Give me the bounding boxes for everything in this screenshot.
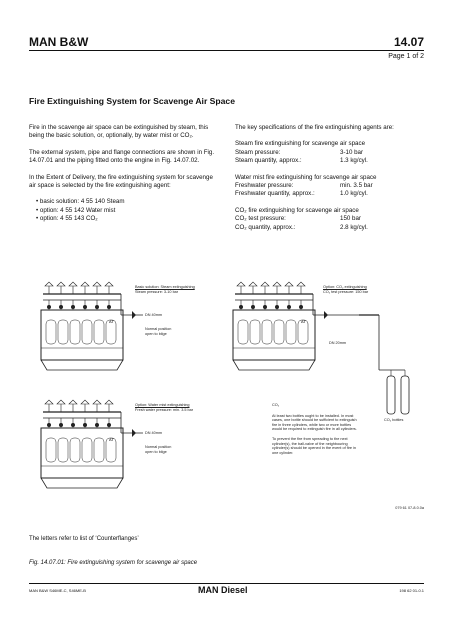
label-line: At least two bottles ought to be installed. In most cases, one bottle should be sufficient to extinguish fire in three cylinders, while two or more bottles would be required to extinguish fire in all cylinders. (272, 413, 357, 432)
label-line: Normal position (145, 445, 172, 449)
water-spec-title: Water mist fire extinguishing for scavenge air space (235, 173, 377, 181)
dn40-label: DN 40mm (145, 431, 163, 435)
drawing-number: 079 61 07-8.0.0a (395, 506, 424, 510)
water-quantity-row (235, 190, 430, 198)
fire-system-diagram (29, 280, 424, 518)
spec-value: 2.8 kg/cyl. (340, 223, 368, 231)
label-line: CO₂ test pressure: 150 bar (323, 289, 369, 294)
dn20-label: DN 20mm (329, 341, 347, 345)
label-line: Basic solution: Steam extinguishing (135, 285, 195, 289)
brand-header: MAN B&W (29, 35, 89, 49)
spec-value: min. 3.5 bar (340, 182, 373, 190)
label-line: Fresh water pressure: min. 3.5 bar (135, 407, 194, 412)
footer-brand: MAN Diesel (198, 585, 248, 595)
label-line: open to bilge (145, 449, 167, 454)
spec-intro: The key specifications of the fire extinguishing agents are: (235, 124, 394, 131)
normal-position-label (145, 327, 171, 336)
normal-position-label (145, 445, 171, 454)
basic-solution-label (135, 285, 195, 294)
co2-spec-title: CO₂ fire extinguishing for scavenge air space (235, 206, 359, 214)
section-number: 14.07 (393, 35, 424, 49)
spec-label: Freshwater quantity, approx.: (235, 190, 315, 198)
left-column (29, 124, 219, 224)
document-number: 198 62 01-0.1 (399, 588, 424, 593)
header-rule (29, 50, 424, 51)
list-item: • basic solution: 4 55 140 Steam (36, 198, 125, 206)
steam-pressure-row (235, 149, 430, 157)
spec-value: 1.3 kg/cyl. (340, 157, 368, 165)
footer-rule (29, 583, 424, 584)
page-title: Fire Extinguishing System for Scavenge Air Space (29, 96, 235, 106)
co2-note (272, 403, 362, 455)
spec-label: CO₂ quantity, approx.: (235, 223, 296, 231)
paragraph-delivery: In the Extent of Delivery, the fire extinguishing system for scavenge air space is selected by the fire extinguishing agent: (29, 173, 213, 190)
label-line: open to bilge (145, 331, 167, 336)
spec-label: CO₂ test pressure: (235, 215, 286, 223)
co2-bottles-label: CO₂ bottles (384, 418, 404, 422)
agent-list (29, 198, 219, 223)
co2-quantity-row (235, 224, 430, 232)
spec-label: Freshwater pressure: (235, 182, 294, 190)
co2-bottle-icon (387, 376, 395, 414)
steam-spec-title: Steam fire extinguishing for scavenge air space (235, 140, 366, 148)
paragraph-external: The external system, pipe and flange connections are shown in Fig. 14.07.01 and the piping fitted onto the engine in Fig. 14.07.02. (29, 148, 215, 165)
label-line: Normal position (145, 327, 172, 331)
figure-caption: Fig. 14.07.01: Fire extinguishing system for scavenge air space (29, 560, 198, 566)
counterflange-note: The letters refer to list of ‘Counterflanges’ (29, 536, 139, 542)
co2-bottle-icon (401, 376, 409, 414)
connection-letter: AT (301, 319, 306, 324)
spec-value: 3-10 bar (340, 148, 364, 156)
spec-value: 1.0 kg/cyl. (340, 190, 368, 198)
co2-pressure-row (235, 215, 430, 223)
connection-letter: AT (109, 319, 114, 324)
right-column (235, 124, 430, 232)
engine-models: MAN B&W S46ME-C, S46ME-B (29, 588, 86, 593)
dn40-label: DN 40mm (145, 313, 163, 317)
list-item: • option: 4 55 142 Water mist (36, 206, 116, 214)
water-mist-label (135, 403, 193, 412)
label-line: CO₂ (272, 403, 280, 407)
label-line: To prevent the fire from spreading to the next cylinder(s), the ball-valve of the neighbouring cylinder(s) should be opened in the event of fire in one cylinder. (272, 436, 357, 455)
co2-option-label (323, 285, 368, 294)
paragraph-intro: Fire in the scavenge air space can be extinguished by steam, this being the basic solution, or, optionally, by water mist or CO₂. (29, 124, 209, 140)
list-item: • option: 4 55 143 CO₂ (36, 215, 98, 223)
label-line: Steam pressure: 3-10 bar (135, 289, 179, 294)
label-line: Option: CO₂ extinguishing (323, 285, 367, 289)
spec-value: 150 bar (340, 215, 361, 223)
water-pressure-row (235, 182, 430, 190)
page-indicator: Page 1 of 2 (388, 53, 424, 60)
label-line: Option: Water mist extinguishing (135, 403, 190, 407)
spec-label: Steam pressure: (235, 148, 281, 156)
spec-label: Steam quantity, approx.: (235, 157, 302, 165)
figure (29, 280, 424, 518)
connection-letter: AT (109, 437, 114, 442)
steam-quantity-row (235, 157, 430, 165)
